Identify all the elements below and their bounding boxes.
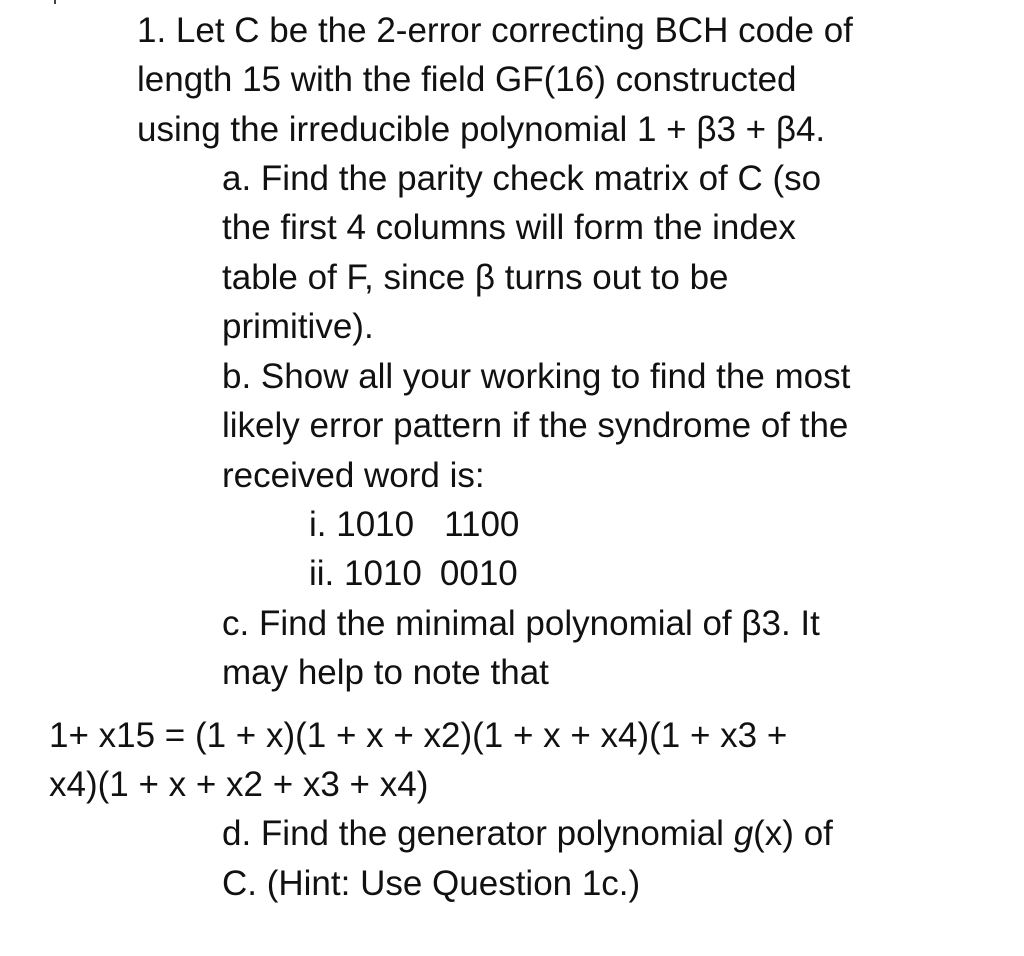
part-a-line-2: the first 4 columns will form the index <box>222 208 796 247</box>
part-a-line-1: a. Find the parity check matrix of C (so <box>222 159 822 198</box>
part-d-suffix: (x) of <box>753 814 833 853</box>
part-b-line-2: likely error pattern if the syndrome of the <box>222 406 849 445</box>
crop-mark <box>54 0 56 4</box>
part-b-line-3: received word is: <box>222 456 485 495</box>
factorization-line-1: 1+ x15 = (1 + x)(1 + x + x2)(1 + x + x4)(1 + x3 + <box>49 716 788 755</box>
syndrome-ii-second: 0010 <box>439 554 518 593</box>
part-d-line-2: C. (Hint: Use Question 1c.) <box>222 864 641 903</box>
part-d-function-name: g <box>733 814 754 853</box>
part-d-line-1 <box>222 809 833 859</box>
question-intro-line-3: using the irreducible polynomial 1 + β3 + β4. <box>137 110 826 149</box>
part-b-line-1: b. Show all your working to find the most <box>222 357 851 396</box>
syndrome-i <box>309 500 519 550</box>
part-a-line-3: table of F, since β turns out to be <box>222 258 729 297</box>
question-intro-line-1: 1. Let C be the 2-error correcting BCH code of <box>137 11 853 50</box>
factorization-line-2: x4)(1 + x + x2 + x3 + x4) <box>49 765 429 804</box>
part-d-prefix: d. Find the generator polynomial <box>222 814 734 853</box>
part-c-line-2: may help to note that <box>222 653 549 692</box>
syndrome-i-first: 1010 <box>336 505 415 544</box>
part-a-line-4: primitive). <box>222 307 374 346</box>
syndrome-ii <box>309 549 518 599</box>
syndrome-i-label: i. <box>309 505 327 544</box>
syndrome-i-second: 1100 <box>444 505 520 544</box>
question-intro-line-2: length 15 with the field GF(16) constructed <box>137 60 797 99</box>
syndrome-ii-first: 1010 <box>344 554 422 593</box>
syndrome-ii-label: ii. <box>309 554 335 593</box>
part-c-line-1: c. Find the minimal polynomial of β3. It <box>222 604 820 643</box>
